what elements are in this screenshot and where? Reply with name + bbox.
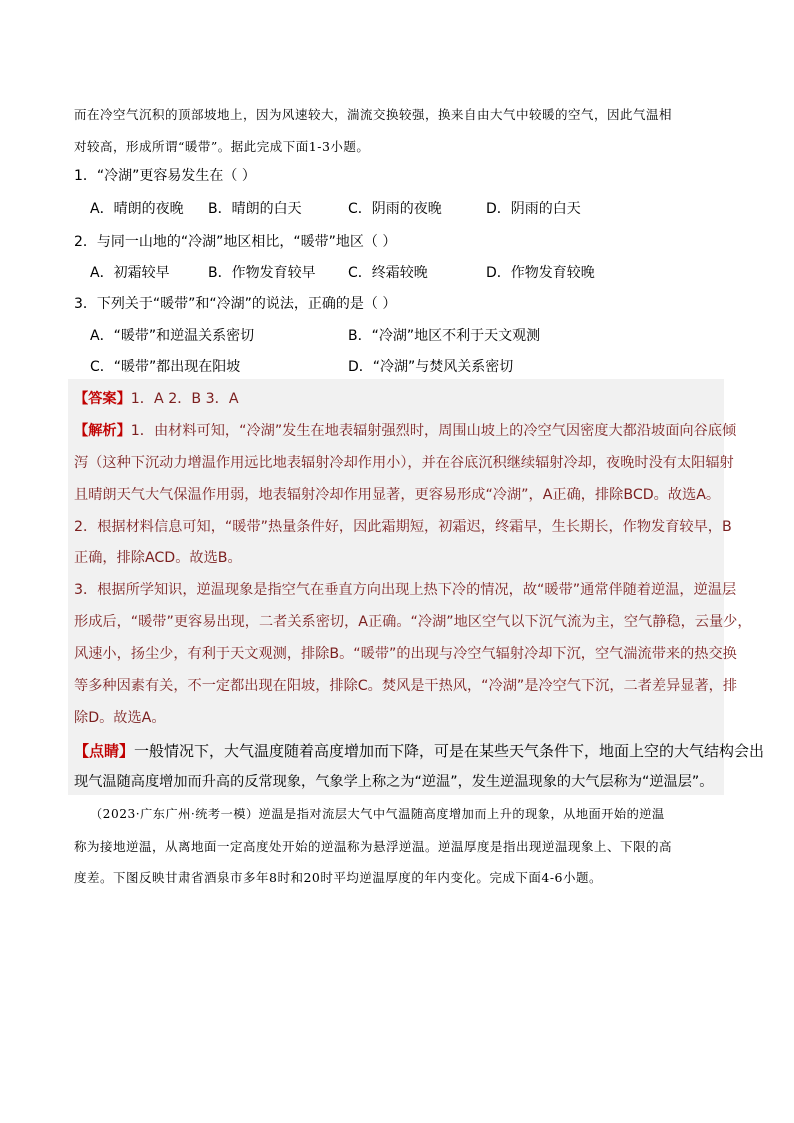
analysis-line-1 <box>74 420 736 440</box>
tip-text-1: 一般情况下，大气温度随着高度增加而下降，可是在某些天气条件下，地面上空的大气结构会出 <box>134 742 765 760</box>
analysis-line-6: 3．根据所学知识，逆温现象是指空气在垂直方向出现上热下冷的情况，故“暖带”通常伴随着逆温，逆温层 <box>74 582 737 598</box>
question-3-option-a: A．“暖带”和逆温关系密切 <box>90 328 255 344</box>
answer-line <box>74 388 239 408</box>
analysis-line-4: 2．根据材料信息可知，“暖带”热量条件好，因此霜期短，初霜迟，终霜早，生长期长，作物发育较早，B <box>74 519 732 535</box>
answer-tag: 【答案】 <box>74 391 131 407</box>
question-1-stem: 1．“冷湖”更容易发生在（ ） <box>74 168 256 184</box>
intro-line-2: 对较高，形成所谓“暖带”。据此完成下面1-3小题。 <box>74 139 370 154</box>
question-1-option-b: B．晴朗的白天 <box>208 201 302 217</box>
analysis-line-7: 形成后，“暖带”更容易出现，二者关系密切，A正确。“冷湖”地区空气以下沉气流为主，空气静稳，云量少， <box>74 614 752 630</box>
analysis-line-3: 且晴朗天气大气保温作用弱，地表辐射冷却作用显著，更容易形成“冷湖”，A正确，排除BCD。故选A。 <box>74 487 721 503</box>
material-line-3: 度差。下图反映甘肃省酒泉市多年8时和20时平均逆温厚度的年内变化。完成下面4-6小题。 <box>74 870 602 885</box>
question-3-option-b: B．“冷湖”地区不利于天文观测 <box>348 328 541 344</box>
analysis-line-10: 除D。故选A。 <box>74 710 166 726</box>
question-2-stem: 2．与同一山地的“冷湖”地区相比，“暖带”地区（ ） <box>74 234 397 250</box>
question-1-option-a: A．晴朗的夜晚 <box>90 201 184 217</box>
analysis-line-5: 正确，排除ACD。故选B。 <box>74 550 242 566</box>
material-line-2: 称为接地逆温，从离地面一定高度处开始的逆温称为悬浮逆温。逆温厚度是指出现逆温现象上、下限的高 <box>74 839 673 854</box>
analysis-line-8: 风速小，扬尘少，有利于天文观测，排除B。“暖带”的出现与冷空气辐射冷却下沉，空气湍流带来的热交换 <box>74 646 737 662</box>
question-1-option-d: D．阴雨的白天 <box>486 201 581 217</box>
question-2-option-d: D．作物发育较晚 <box>486 265 595 281</box>
analysis-line-9: 等多种因素有关，不一定都出现在阳坡，排除C。焚风是干热风，“冷湖”是冷空气下沉，二者差异显著，排 <box>74 678 738 694</box>
question-3-option-c: C．“暖带”都出现在阳坡 <box>90 359 241 375</box>
question-3-stem: 3．下列关于“暖带”和“冷湖”的说法，正确的是（ ） <box>74 296 397 312</box>
analysis-text-1: 1．由材料可知，“冷湖”发生在地表辐射强烈时，周围山坡上的冷空气因密度大都沿坡面向谷底倾 <box>130 423 737 439</box>
material-line-1: （2023·广东广州·统考一模）逆温是指对流层大气中气温随高度增加而上升的现象，从地面开始的逆温 <box>90 807 665 821</box>
question-2-option-b: B．作物发育较早 <box>208 265 316 281</box>
question-2-option-a: A．初霜较早 <box>90 265 170 281</box>
answer-text: 1．A 2．B 3．A <box>130 391 239 407</box>
intro-line-1: 而在冷空气沉积的顶部坡地上，因为风速较大，湍流交换较强，换来自由大气中较暖的空气，因此气温相 <box>74 107 673 122</box>
tip-tag: 【点睛】 <box>74 742 135 760</box>
tip-line-2: 现气温随高度增加而升高的反常现象，气象学上称之为“逆温”，发生逆温现象的大气层称为“逆温层”。 <box>74 774 714 790</box>
question-3-option-d: D．“冷湖”与焚风关系密切 <box>348 359 514 375</box>
question-2-option-c: C．终霜较晚 <box>348 265 428 281</box>
question-1-option-c: C．阴雨的夜晚 <box>348 201 442 217</box>
analysis-tag: 【解析】 <box>74 423 131 439</box>
analysis-line-2: 泻（这种下沉动力增温作用远比地表辐射冷却作用小），并在谷底沉积继续辐射冷却，夜晚时没有太阳辐射 <box>74 455 734 471</box>
tip-line-1 <box>74 740 764 761</box>
